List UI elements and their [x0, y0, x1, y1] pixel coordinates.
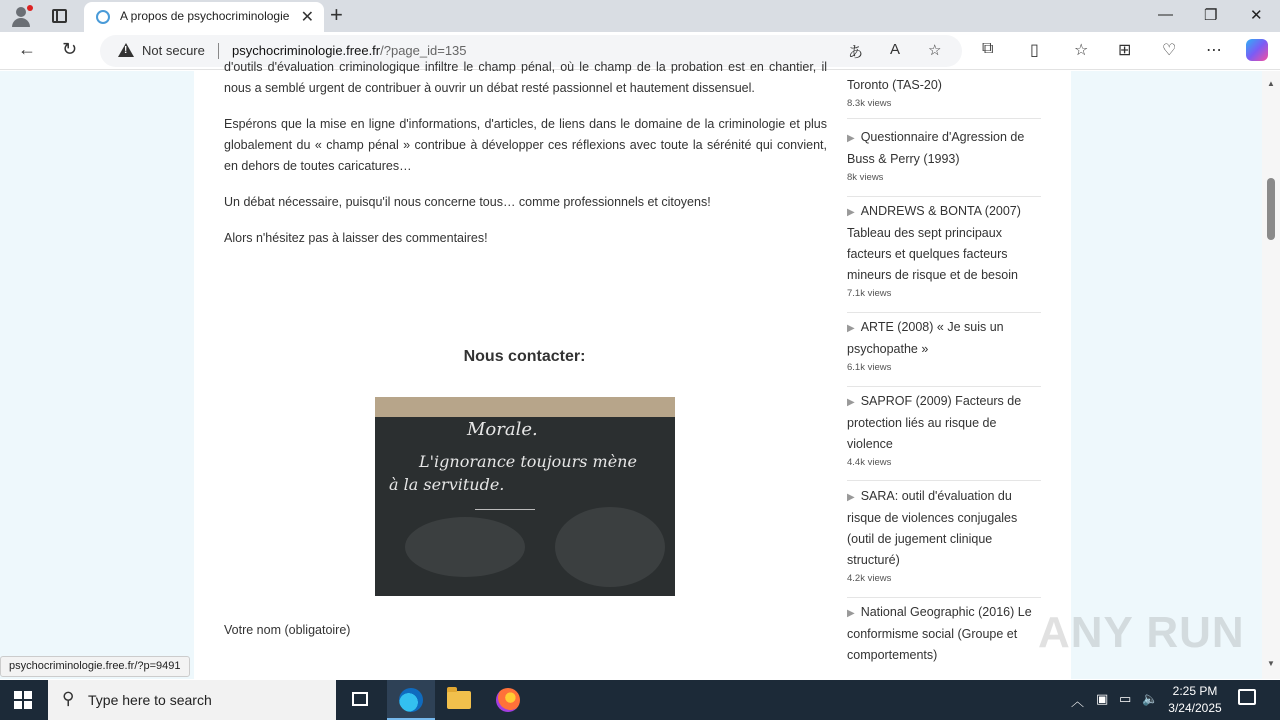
- sidebar-item-title[interactable]: ANDREWS & BONTA (2007) Tableau des sept principaux facteurs et quelques facteurs mineurs de risque et de besoin: [847, 204, 1021, 282]
- sidebar-item-title[interactable]: National Geographic (2016) Le conformisme social (Groupe et comportements): [847, 605, 1032, 662]
- sidebar-item[interactable]: [847, 486, 1041, 598]
- scroll-up-arrow-icon[interactable]: ▲: [1267, 79, 1275, 88]
- sidebar-item-title[interactable]: SAPROF (2009) Facteurs de protection liés au risque de violence: [847, 394, 1022, 451]
- windows-taskbar: [0, 680, 1280, 720]
- fingerprint-favicon-icon: [96, 10, 110, 24]
- search-icon: ⚲: [62, 689, 75, 708]
- chevron-right-icon: ▶: [847, 397, 855, 408]
- name-field-label: Votre nom (obligatoire): [224, 623, 351, 637]
- chalkboard-line-2: L'ignorance toujours mène: [419, 452, 637, 471]
- search-placeholder: Type here to search: [88, 692, 212, 708]
- sidebar-item-title[interactable]: ARTE (2008) « Je suis un psychopathe »: [847, 320, 1004, 356]
- profile-avatar-icon[interactable]: [10, 5, 32, 27]
- windows-start-icon[interactable]: [14, 691, 32, 709]
- sidebar-item[interactable]: [847, 201, 1041, 313]
- sidebar-item-views: 4.2k views: [847, 573, 892, 584]
- collections-icon[interactable]: ⊞: [1118, 42, 1132, 59]
- chevron-right-icon: ▶: [847, 323, 855, 334]
- task-view-icon: [352, 692, 368, 706]
- chevron-right-icon: ▶: [847, 492, 855, 503]
- volume-icon[interactable]: 🔈: [1142, 691, 1159, 706]
- contact-heading: Nous contacter:: [463, 348, 586, 365]
- edge-icon: [399, 688, 423, 712]
- chalkboard-line-3: à la servitude.: [389, 475, 505, 494]
- extensions-icon[interactable]: ⧉: [982, 40, 994, 57]
- sidebar-item-views: 8k views: [847, 172, 884, 183]
- tab-active[interactable]: [84, 2, 324, 32]
- url-text[interactable]: [232, 43, 467, 58]
- device-icon[interactable]: ▣: [1096, 691, 1109, 706]
- chalkboard-line-1: Morale.: [467, 419, 538, 440]
- new-tab-button[interactable]: +: [330, 2, 343, 27]
- chevron-right-icon: ▶: [847, 608, 855, 619]
- clock-time: 2:25 PM: [1172, 684, 1218, 698]
- favorites-icon[interactable]: ☆: [1074, 42, 1089, 59]
- more-menu-icon[interactable]: ⋯: [1206, 42, 1222, 59]
- split-screen-icon[interactable]: ▯: [1030, 42, 1039, 59]
- status-link-preview: psychocriminologie.free.fr/?p=9491: [0, 656, 190, 677]
- article-body: [224, 57, 827, 264]
- notifications-icon[interactable]: [1238, 689, 1256, 705]
- firefox-icon: [496, 688, 520, 712]
- url-host: psychocriminologie.free.fr: [232, 43, 381, 58]
- sidebar-item[interactable]: [847, 71, 1041, 119]
- chalkboard-image: [375, 397, 675, 596]
- sidebar-item[interactable]: [847, 317, 1041, 387]
- warning-icon[interactable]: [118, 43, 134, 57]
- tab-bar: [0, 0, 1280, 32]
- folder-icon: [447, 691, 471, 709]
- url-path: /?page_id=135: [380, 43, 467, 58]
- sidebar-item[interactable]: [847, 391, 1041, 481]
- sidebar-item[interactable]: [847, 127, 1041, 197]
- read-aloud-icon[interactable]: A: [890, 41, 901, 58]
- sidebar-item-views: 8.3k views: [847, 98, 892, 109]
- paragraph-2: Espérons que la mise en ligne d'informations, d'articles, de liens dans le domaine de la criminologie et plus globalement du « champ pénal » contribue à développer ces réflexions avec toute la sérénité qui convient, en dehors de toutes caricatures…: [224, 117, 827, 173]
- chevron-right-icon: ▶: [847, 133, 855, 144]
- chalkboard-frame: [375, 397, 675, 417]
- refresh-icon[interactable]: ↻: [62, 39, 78, 59]
- security-label[interactable]: Not secure: [142, 43, 205, 58]
- sidebar-item-title[interactable]: Questionnaire d'Agression de Buss & Perry (1993): [847, 130, 1025, 166]
- file-explorer-taskbar-button[interactable]: [435, 680, 483, 720]
- task-view-button[interactable]: [336, 680, 384, 720]
- vertical-scrollbar[interactable]: [1262, 71, 1280, 679]
- sidebar-item[interactable]: [847, 602, 1041, 682]
- clock-date: 3/24/2025: [1168, 701, 1222, 715]
- favorite-star-icon[interactable]: ☆: [928, 42, 942, 59]
- chalk-underline: [475, 509, 535, 510]
- browser-essentials-icon[interactable]: ♡: [1162, 42, 1177, 59]
- sidebar-item-views: 4.4k views: [847, 457, 892, 468]
- scrollbar-thumb[interactable]: [1267, 178, 1275, 240]
- maximize-button[interactable]: ❐: [1204, 7, 1218, 24]
- tray-overflow-chevron-icon[interactable]: ︿: [1071, 694, 1085, 709]
- firefox-taskbar-button[interactable]: [484, 680, 532, 720]
- paragraph-1: d'outils d'évaluation criminologique infiltre le champ pénal, où le champ de la probation est en chantier, il nous a semblé urgent de contribuer à ouvrir un débat resté passionnel et hautement dissensuel.: [224, 60, 827, 95]
- network-icon[interactable]: ▭: [1119, 691, 1132, 706]
- scroll-down-arrow-icon[interactable]: ▼: [1267, 659, 1275, 668]
- divider: [218, 43, 219, 59]
- paragraph-3: Un débat nécessaire, puisqu'il nous concerne tous… comme professionnels et citoyens!: [224, 195, 711, 209]
- sidebar-item-views: 6.1k views: [847, 362, 892, 373]
- taskbar-search-box[interactable]: [48, 680, 336, 720]
- translate-icon[interactable]: あ: [848, 44, 864, 61]
- sidebar-item-views: 7.1k views: [847, 288, 892, 299]
- back-arrow-icon[interactable]: ←: [18, 39, 36, 59]
- tab-actions-icon[interactable]: [52, 9, 67, 23]
- anyrun-watermark: ANY RUN: [1038, 608, 1245, 657]
- close-window-button[interactable]: ✕: [1250, 7, 1263, 24]
- taskbar-clock[interactable]: [1160, 683, 1230, 717]
- tab-close-icon[interactable]: ✕: [300, 9, 314, 26]
- sidebar-item-title[interactable]: Toronto (TAS-20): [847, 78, 942, 92]
- copilot-icon[interactable]: [1246, 39, 1268, 61]
- chevron-right-icon: ▶: [847, 207, 855, 218]
- tab-title: A propos de psychocriminologie: [120, 9, 290, 23]
- page-viewport: [0, 60, 1262, 679]
- sidebar-item-title[interactable]: SARA: outil d'évaluation du risque de violences conjugales (outil de jugement clinique structuré): [847, 489, 1018, 567]
- paragraph-4: Alors n'hésitez pas à laisser des commentaires!: [224, 231, 488, 245]
- minimize-button[interactable]: —: [1158, 6, 1173, 23]
- edge-taskbar-button[interactable]: [387, 680, 435, 720]
